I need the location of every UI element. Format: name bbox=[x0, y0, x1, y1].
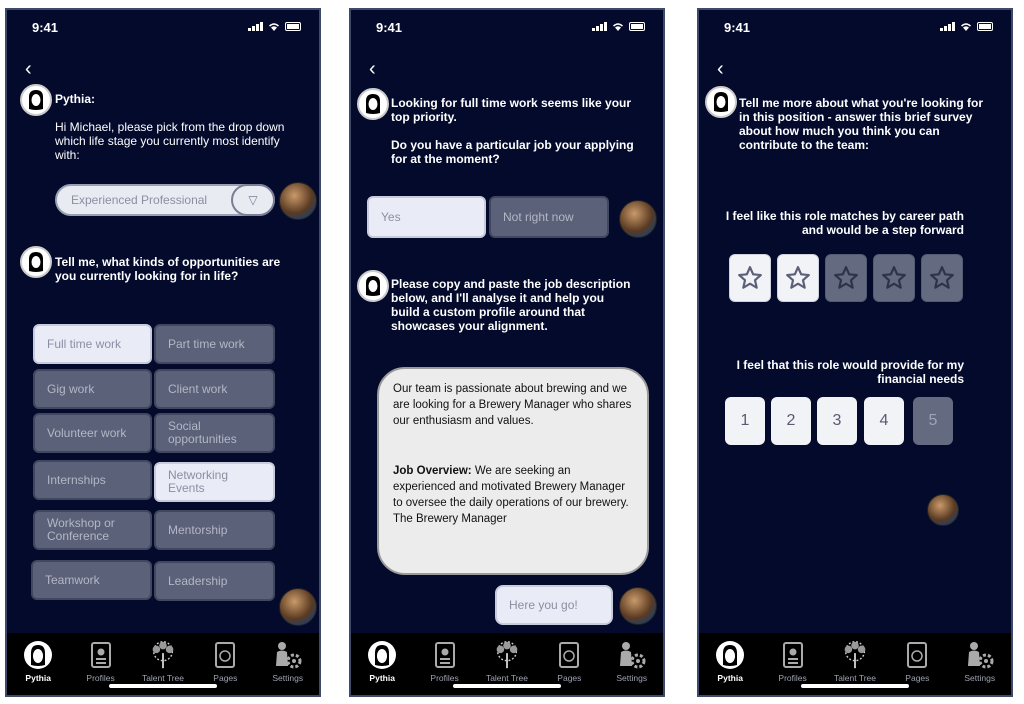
life-stage-dropdown[interactable] bbox=[55, 184, 275, 216]
job-overview-label: Job Overview: bbox=[393, 465, 472, 477]
profiles-icon bbox=[429, 639, 461, 671]
back-button[interactable]: ‹ bbox=[717, 58, 724, 80]
rating-option-1[interactable]: 1 bbox=[725, 397, 765, 445]
option-full-time-work[interactable]: Full time work bbox=[33, 324, 152, 364]
option-leadership[interactable]: Leadership bbox=[154, 561, 275, 601]
chevron-down-icon[interactable]: ▽ bbox=[231, 184, 275, 216]
screen-opportunities bbox=[5, 8, 321, 697]
tab-settings[interactable] bbox=[260, 639, 316, 683]
tab-profiles[interactable] bbox=[765, 639, 821, 683]
user-avatar bbox=[927, 494, 959, 526]
pythia-avatar-icon bbox=[357, 88, 389, 120]
user-avatar bbox=[619, 587, 657, 625]
pages-icon bbox=[901, 639, 933, 671]
pythia-avatar-icon bbox=[357, 270, 389, 302]
status-time: 9:41 bbox=[724, 20, 751, 35]
rating-star-4[interactable] bbox=[873, 254, 915, 302]
tab-pythia[interactable] bbox=[354, 639, 410, 683]
rating-star-2[interactable] bbox=[777, 254, 819, 302]
yes-button[interactable]: Yes bbox=[367, 196, 486, 238]
pages-icon bbox=[209, 639, 241, 671]
bot-survey-message: Tell me more about what you're looking for in this position - answer this brief survey about how much you think you can contribute to the team: bbox=[739, 96, 983, 152]
bot-message: Looking for full time work seems like your top priority. bbox=[391, 96, 632, 124]
option-social-opportunities[interactable]: Social opportunities bbox=[154, 413, 275, 453]
tab-talent-tree[interactable] bbox=[827, 639, 883, 683]
tab-label: Pythia bbox=[369, 673, 395, 683]
pages-icon bbox=[553, 639, 585, 671]
option-teamwork[interactable]: Teamwork bbox=[31, 560, 152, 600]
tree-icon bbox=[491, 639, 523, 671]
rating-star-5[interactable] bbox=[921, 254, 963, 302]
bot-question: Do you have a particular job your applying for at the moment? bbox=[391, 138, 634, 166]
rating-star-1[interactable] bbox=[729, 254, 771, 302]
bot-instruction: Please copy and paste the job description below, and I'll analyse it and help you build a custom profile around that showcases your alignment. bbox=[391, 277, 631, 333]
rating-option-5[interactable]: 5 bbox=[913, 397, 953, 445]
tab-label: Pages bbox=[905, 673, 930, 683]
survey-question-1: I feel like this role matches by career path and would be a step forward bbox=[725, 209, 964, 237]
settings-icon bbox=[964, 639, 996, 671]
back-button[interactable]: ‹ bbox=[25, 58, 32, 80]
tab-profiles[interactable] bbox=[73, 639, 129, 683]
tab-pages[interactable] bbox=[541, 639, 597, 683]
status-time: 9:41 bbox=[376, 20, 403, 35]
option-networking-events[interactable]: Networking Events bbox=[154, 462, 275, 502]
tab-label: Pages bbox=[213, 673, 238, 683]
rating-option-3[interactable]: 3 bbox=[817, 397, 857, 445]
tab-label: Pythia bbox=[25, 673, 51, 683]
signal-icon bbox=[592, 22, 607, 31]
rating-option-2[interactable]: 2 bbox=[771, 397, 811, 445]
screen-survey bbox=[697, 8, 1013, 697]
settings-icon bbox=[616, 639, 648, 671]
tab-label: Talent Tree bbox=[833, 673, 876, 683]
not-right-now-button[interactable]: Not right now bbox=[489, 196, 609, 238]
opportunities-question: Tell me, what kinds of opportunities are you currently looking for in life? bbox=[55, 255, 281, 283]
status-icons bbox=[592, 22, 645, 31]
option-gig-work[interactable]: Gig work bbox=[33, 369, 152, 409]
user-avatar bbox=[619, 200, 657, 238]
tab-profiles[interactable] bbox=[417, 639, 473, 683]
home-indicator bbox=[801, 684, 909, 688]
settings-icon bbox=[272, 639, 304, 671]
back-button[interactable]: ‹ bbox=[369, 58, 376, 80]
pythia-avatar-icon bbox=[20, 84, 52, 116]
signal-icon bbox=[248, 22, 263, 31]
tab-pages[interactable] bbox=[889, 639, 945, 683]
tab-pythia[interactable] bbox=[702, 639, 758, 683]
tab-settings[interactable] bbox=[952, 639, 1008, 683]
tab-label: Profiles bbox=[778, 673, 807, 683]
user-avatar bbox=[279, 588, 317, 626]
battery-icon bbox=[285, 22, 301, 31]
job-description-input[interactable] bbox=[377, 367, 649, 575]
pythia-avatar-icon bbox=[705, 86, 737, 118]
tab-talent-tree[interactable] bbox=[479, 639, 535, 683]
greeting-message: Hi Michael, please pick from the drop down which life stage you currently most identify with: bbox=[55, 120, 285, 162]
home-indicator bbox=[109, 684, 217, 688]
tree-icon bbox=[839, 639, 871, 671]
rating-option-4[interactable]: 4 bbox=[864, 397, 904, 445]
tab-talent-tree[interactable] bbox=[135, 639, 191, 683]
tab-label: Settings bbox=[616, 673, 648, 683]
tab-label: Pythia bbox=[717, 673, 743, 683]
option-mentorship[interactable]: Mentorship bbox=[154, 510, 275, 550]
bot-name: Pythia: bbox=[55, 92, 96, 106]
wifi-icon bbox=[612, 22, 624, 31]
tab-label: Profiles bbox=[430, 673, 459, 683]
job-overview-paragraph bbox=[393, 463, 633, 527]
option-part-time-work[interactable]: Part time work bbox=[154, 324, 275, 364]
home-indicator bbox=[453, 684, 561, 688]
option-internships[interactable]: Internships bbox=[33, 460, 152, 500]
profiles-icon bbox=[85, 639, 117, 671]
tab-label: Settings bbox=[272, 673, 304, 683]
wifi-icon bbox=[268, 22, 280, 31]
battery-icon bbox=[629, 22, 645, 31]
dropdown-value: Experienced Professional bbox=[71, 193, 208, 207]
reply-message: Here you go! bbox=[495, 585, 613, 625]
rating-star-3[interactable] bbox=[825, 254, 867, 302]
tab-label: Talent Tree bbox=[141, 673, 184, 683]
profiles-icon bbox=[777, 639, 809, 671]
wifi-icon bbox=[960, 22, 972, 31]
status-icons bbox=[248, 22, 301, 31]
pythia-icon bbox=[22, 639, 54, 671]
pythia-icon bbox=[366, 639, 398, 671]
pythia-avatar-icon bbox=[20, 246, 52, 278]
option-client-work[interactable]: Client work bbox=[154, 369, 275, 409]
screen-job-description bbox=[349, 8, 665, 697]
battery-icon bbox=[977, 22, 993, 31]
tab-pythia[interactable] bbox=[10, 639, 66, 683]
tab-settings[interactable] bbox=[604, 639, 660, 683]
job-overview-text: We are seeking an experienced and motivated Brewery Manager to oversee the daily operations of our brewery. The Brewery Manager bbox=[393, 465, 629, 525]
tab-label: Talent Tree bbox=[485, 673, 528, 683]
signal-icon bbox=[940, 22, 955, 31]
survey-question-2: I feel that this role would provide for my financial needs bbox=[736, 358, 964, 386]
option-workshop-conference[interactable]: Workshop or Conference bbox=[33, 510, 152, 550]
user-avatar bbox=[279, 182, 317, 220]
status-icons bbox=[940, 22, 993, 31]
status-time: 9:41 bbox=[32, 20, 59, 35]
tab-label: Settings bbox=[964, 673, 996, 683]
tab-label: Pages bbox=[557, 673, 582, 683]
tree-icon bbox=[147, 639, 179, 671]
pythia-icon bbox=[714, 639, 746, 671]
tab-pages[interactable] bbox=[197, 639, 253, 683]
tab-label: Profiles bbox=[86, 673, 115, 683]
option-volunteer-work[interactable]: Volunteer work bbox=[33, 413, 152, 453]
job-intro-text: Our team is passionate about brewing and we are looking for a Brewery Manager who shares our enthusiasm and values. bbox=[393, 383, 632, 427]
